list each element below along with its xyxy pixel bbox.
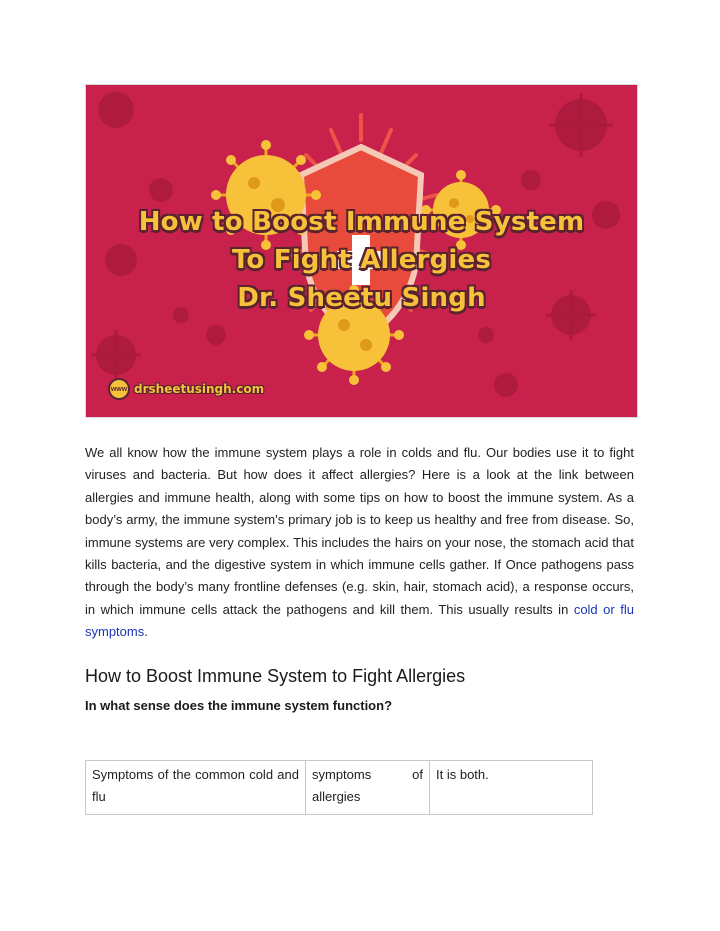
section-subheading: In what sense does the immune system function? (85, 698, 393, 713)
table-cell: symptoms of allergies (306, 761, 430, 815)
hero-title-line-2: To Fight Allergies (231, 245, 492, 275)
symptoms-table (85, 760, 593, 815)
table-cell: Symptoms of the common cold and flu (86, 761, 306, 815)
table-cell: It is both. (430, 761, 593, 815)
hero-title-line-1: How to Boost Immune System (138, 207, 585, 237)
intro-tail: . (144, 624, 148, 640)
section-heading: How to Boost Immune System to Fight Allergies (85, 666, 466, 686)
intro-paragraph (85, 442, 634, 644)
intro-text: We all know how the immune system plays a role in colds and flu. Our bodies use it to fight viruses and bacteria. But how does it affect allergies? Here is a look at the link between allergies and immune health, along with some tips on how to boost the immune system. As a body’s army, the immune system’s primary job is to keep us healthy and free from disease. So, immune systems are very complex. This includes the hairs on your nose, the stomach acid that kills bacteria, and the digestive system in which immune cells gather. If Once pathogens pass through the body’s many frontline defenses (e.g. skin, hair, stomach acid), a response occurs, in which immune cells attack the pathogens and kill them. This usually results in (85, 445, 634, 617)
globe-icon: www (108, 378, 130, 400)
hero-website (108, 378, 264, 400)
hero-title-line-3: Dr. Sheetu Singh (237, 283, 486, 313)
hero-website-text: drsheetusingh.com (134, 382, 265, 396)
cold-flu-symptoms-link[interactable]: cold or flu symptoms (85, 601, 634, 640)
table-row (86, 761, 593, 815)
hero-banner (86, 85, 637, 417)
